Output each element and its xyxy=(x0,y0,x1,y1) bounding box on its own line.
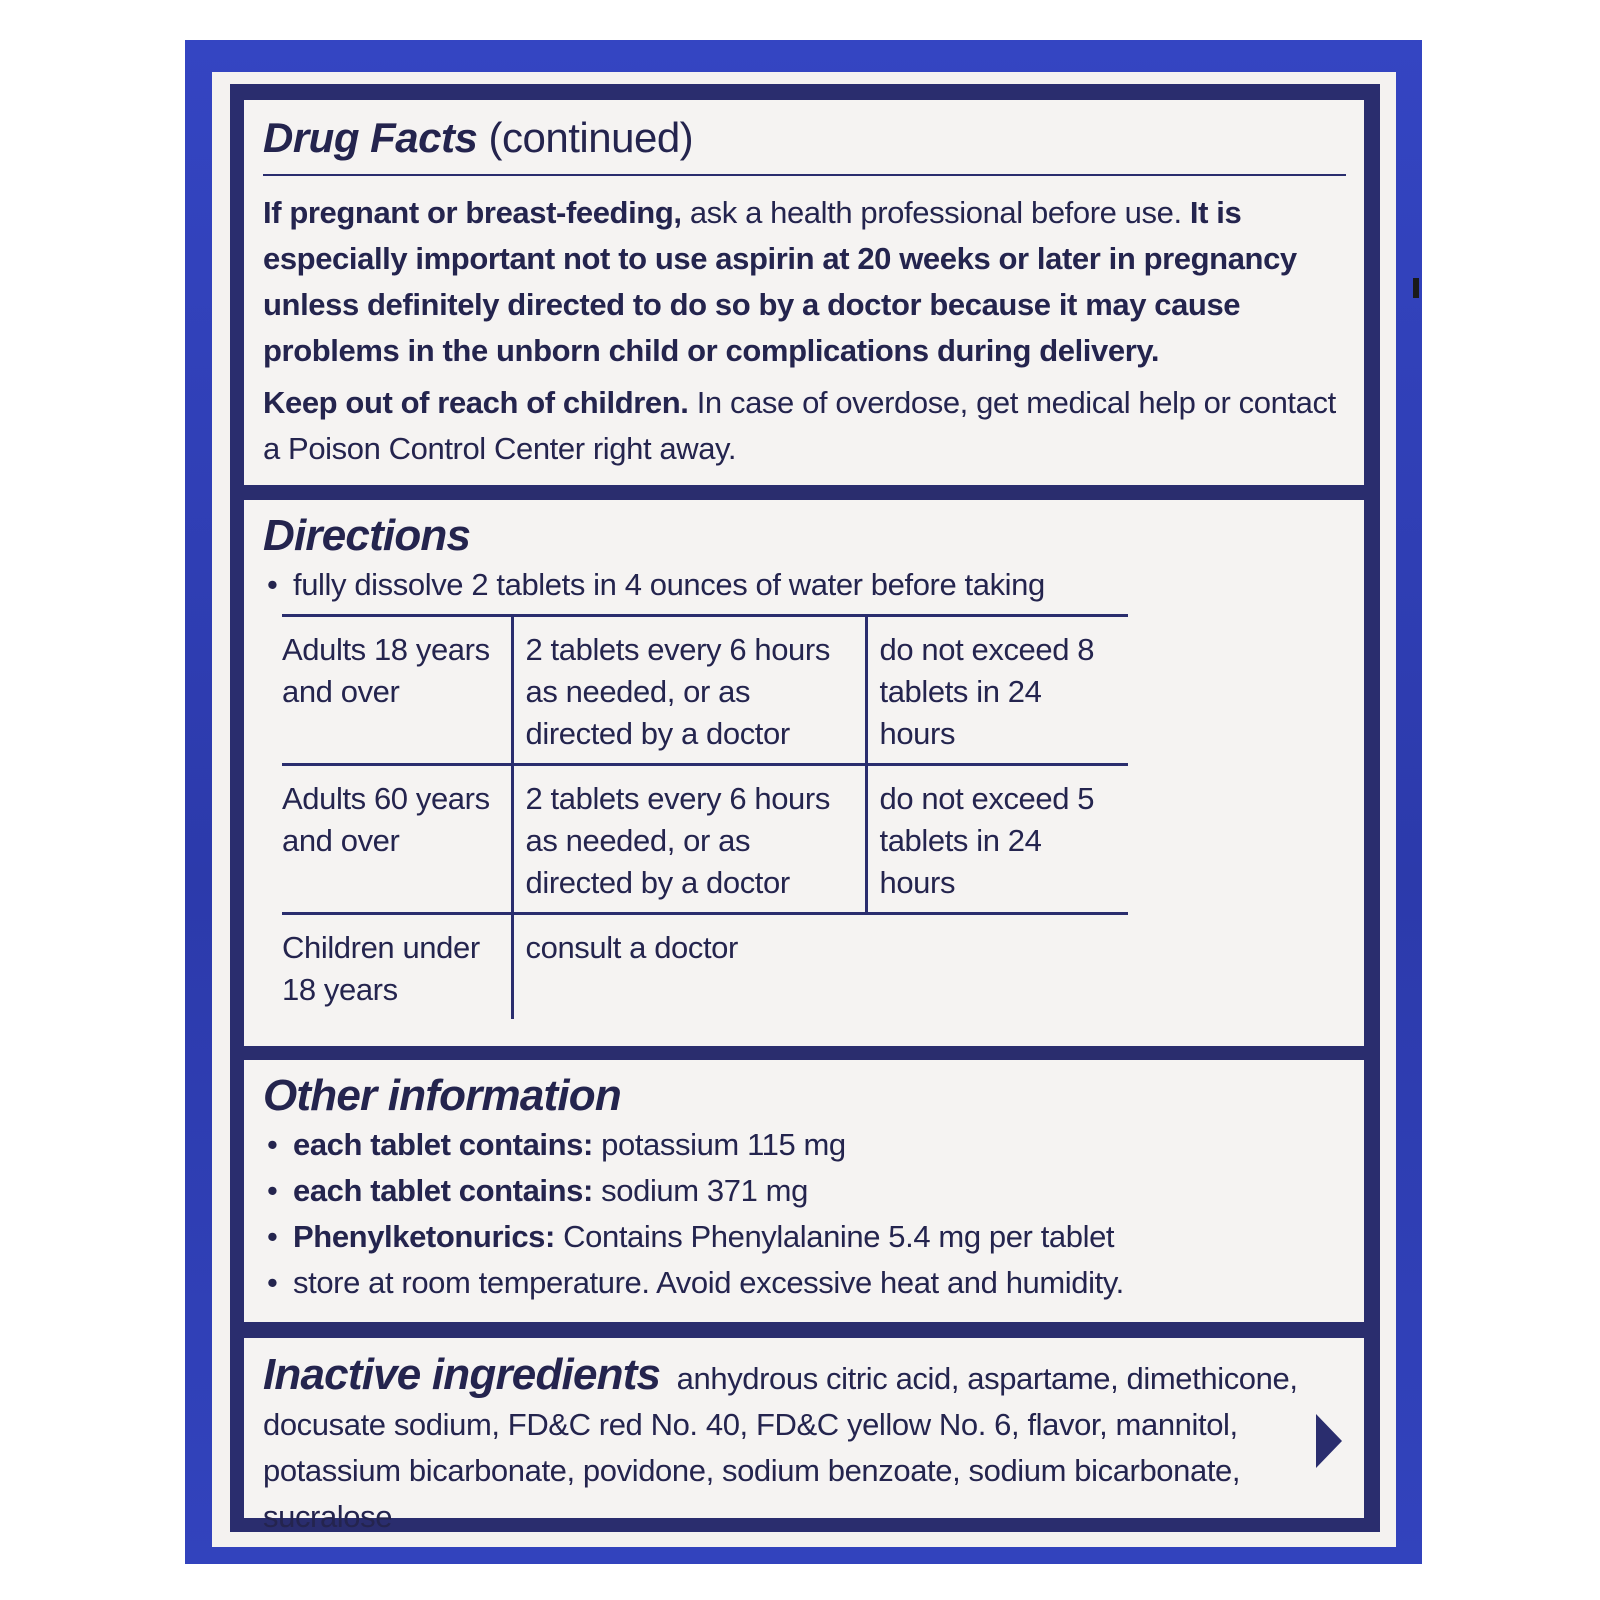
triangle-right-icon xyxy=(1316,1414,1342,1468)
table-row xyxy=(282,765,1128,914)
dose-cell: 2 tablets every 6 hours as needed, or as directed by a doctor xyxy=(512,765,866,914)
limit-cell: do not exceed 5 tablets in 24 hours xyxy=(866,765,1128,914)
list-item xyxy=(267,1214,1364,1260)
item-lead: each tablet contains: xyxy=(293,1127,593,1162)
other-information-section xyxy=(244,1060,1364,1322)
bullet-dot: • xyxy=(267,1265,278,1300)
drug-facts-title-suffix: (continued) xyxy=(488,114,694,161)
pregnancy-emphasis: It is especially important not to use aspirin at 20 weeks or later in pregnancy unless definitely directed to do so by a doctor because it may cause problems in the unborn child or complications during delivery. xyxy=(263,195,1297,368)
age-group-cell: Adults 60 years and over xyxy=(282,765,512,914)
directions-title: Directions xyxy=(263,511,471,560)
pregnancy-warning xyxy=(263,190,1364,374)
directions-bullet-text: fully dissolve 2 tablets in 4 ounces of water before taking xyxy=(293,567,1045,602)
list-item xyxy=(267,1122,1364,1168)
dose-cell: consult a doctor xyxy=(512,914,866,1020)
children-warning xyxy=(263,380,1364,472)
inactive-ingredients-list: anhydrous citric acid, aspartame, dimethicone, docusate sodium, FD&C red No. 40, FD&C yellow No. 6, flavor, mannitol, potassium bicarbonate, povidone, sodium benzoate, sodium bicarbonate, sucralose xyxy=(263,1361,1298,1534)
drug-facts-section xyxy=(244,100,1364,485)
inactive-ingredients-title: Inactive ingredients xyxy=(263,1350,661,1399)
table-row xyxy=(282,914,1128,1020)
limit-cell xyxy=(866,914,1128,1020)
drug-facts-title xyxy=(263,100,1364,164)
list-item xyxy=(267,1260,1364,1306)
title-rule xyxy=(263,174,1346,176)
bullet-dot: • xyxy=(267,1127,278,1162)
item-text: store at room temperature. Avoid excessive heat and humidity. xyxy=(293,1265,1124,1300)
inactive-ingredients-text xyxy=(263,1338,1364,1540)
item-text: Contains Phenylalanine 5.4 mg per tablet xyxy=(554,1219,1115,1254)
table-row xyxy=(282,616,1128,765)
age-group-cell: Adults 18 years and over xyxy=(282,616,512,765)
limit-cell: do not exceed 8 tablets in 24 hours xyxy=(866,616,1128,765)
box-edge-mark xyxy=(1413,278,1419,298)
pregnancy-text: ask a health professional before use. xyxy=(681,195,1190,230)
children-text: In case of overdose, get medical help or contact a Poison Control Center right away. xyxy=(263,385,1336,466)
inactive-ingredients-section xyxy=(244,1338,1364,1534)
drug-facts-title-bold: Drug Facts xyxy=(263,114,478,161)
pregnancy-lead: If pregnant or breast-feeding, xyxy=(263,195,682,230)
directions-bullet xyxy=(267,562,1364,608)
children-lead: Keep out of reach of children. xyxy=(263,385,689,420)
item-lead: each tablet contains: xyxy=(293,1173,593,1208)
list-item xyxy=(267,1168,1364,1214)
other-information-title: Other information xyxy=(263,1071,621,1120)
dosage-table xyxy=(282,614,1128,1019)
directions-section xyxy=(244,500,1364,1046)
bullet-dot: • xyxy=(267,1173,278,1208)
bullet-dot: • xyxy=(267,567,278,602)
dose-cell: 2 tablets every 6 hours as needed, or as directed by a doctor xyxy=(512,616,866,765)
item-text: potassium 115 mg xyxy=(592,1127,846,1162)
age-group-cell: Children under 18 years xyxy=(282,914,512,1020)
item-text: sodium 371 mg xyxy=(592,1173,808,1208)
item-lead: Phenylketonurics: xyxy=(293,1219,555,1254)
bullet-dot: • xyxy=(267,1219,278,1254)
